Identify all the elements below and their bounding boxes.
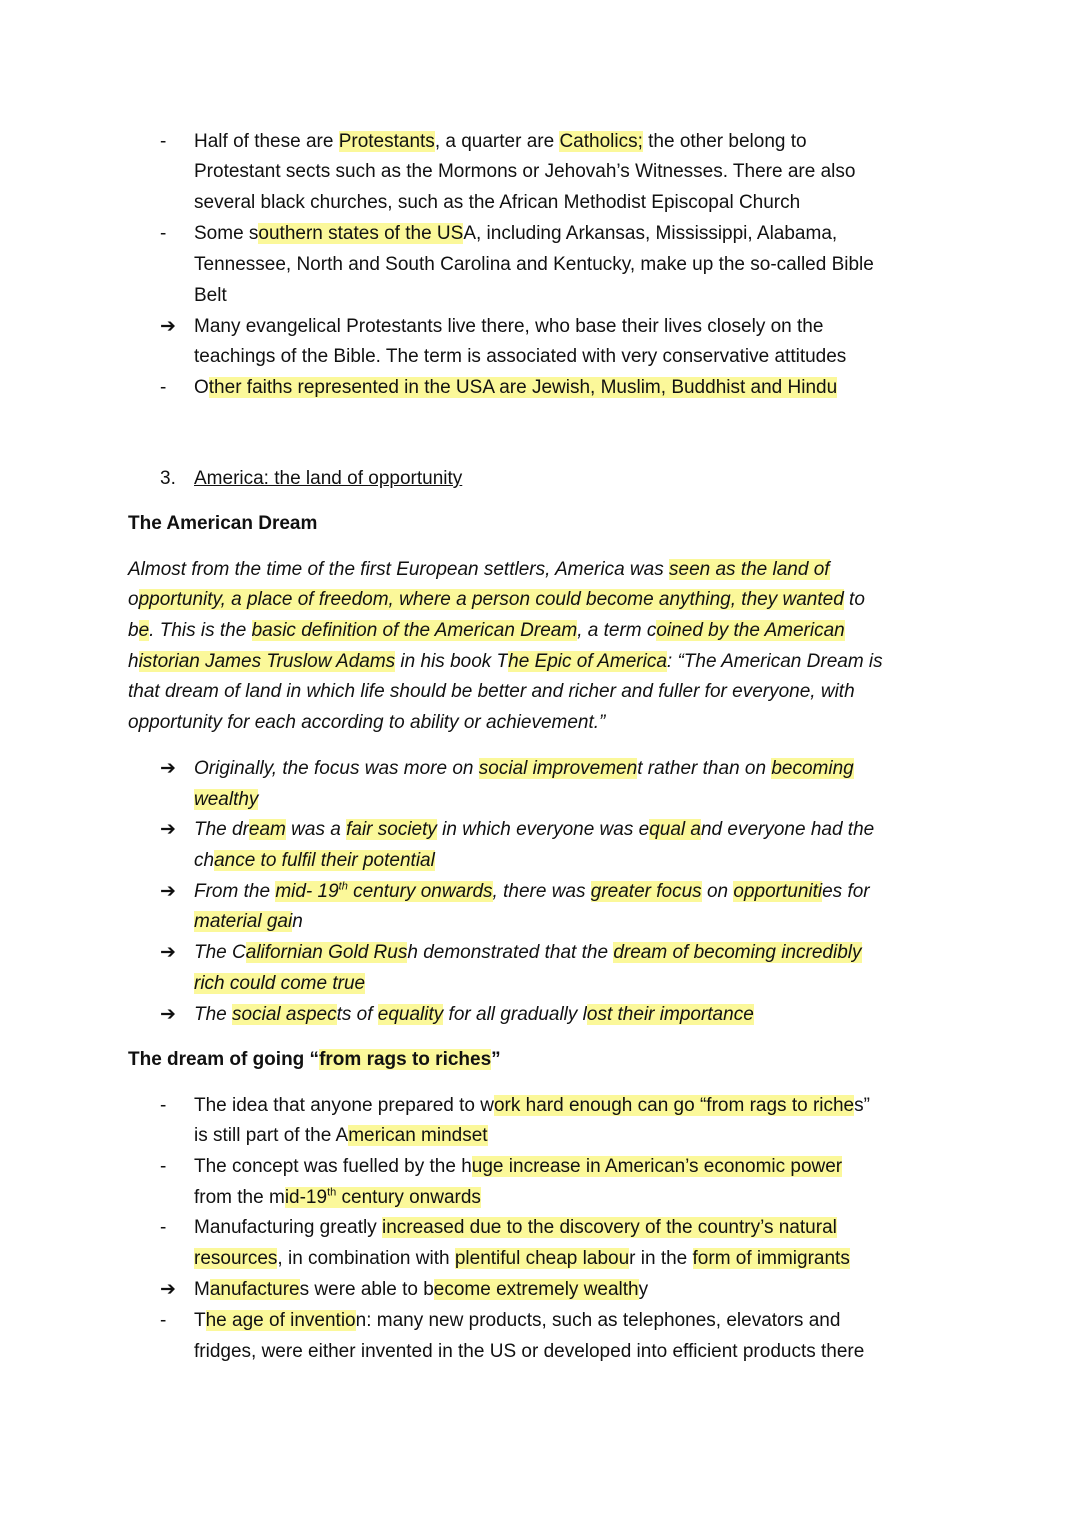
line-text xyxy=(194,1278,648,1302)
segment-text: to xyxy=(843,589,865,610)
text-segment xyxy=(194,1310,206,1331)
segment-text: fridges, were either invented in the US or developed into efficient products there xyxy=(194,1341,865,1362)
text-segment xyxy=(194,1279,210,1300)
line-text xyxy=(194,467,462,491)
segment-text: basic definition of the American Dream xyxy=(251,620,578,641)
line-text xyxy=(194,1309,840,1333)
text-segment xyxy=(194,942,246,963)
text-segment xyxy=(356,1310,841,1331)
text-segment xyxy=(844,589,865,610)
highlighted-text xyxy=(285,1187,336,1208)
segment-text: Protestant sects such as the Mormons or Jehovah’s Witnesses. There are also xyxy=(194,161,856,182)
line-text xyxy=(194,757,854,781)
highlighted-text xyxy=(346,819,437,840)
segment-text: century onwards xyxy=(347,881,493,902)
segment-text: From the xyxy=(194,881,276,902)
text-segment xyxy=(637,758,771,779)
segment-text: wealthy xyxy=(194,789,259,810)
arrow-bullet-icon: ➔ xyxy=(160,1279,176,1300)
segment-text: s” xyxy=(854,1095,870,1116)
segment-text: rich could come true xyxy=(194,973,366,994)
segment-text: increased due to the discovery of the country’s natural xyxy=(382,1217,837,1238)
line-text xyxy=(194,1216,837,1240)
segment-text: for all gradually l xyxy=(443,1004,587,1025)
segment-text: The dream of going “ xyxy=(128,1049,320,1070)
segment-text: several black churches, such as the African Methodist Episcopal Church xyxy=(194,192,801,213)
segment-text: he age of inventio xyxy=(205,1310,356,1331)
line-text xyxy=(128,558,830,582)
highlighted-text xyxy=(339,131,435,152)
segment-text: nd everyone had the xyxy=(700,819,875,840)
line-text xyxy=(194,222,837,246)
segment-text: e xyxy=(138,620,150,641)
segment-text: The concept was fuelled by the h xyxy=(194,1156,472,1177)
highlighted-text xyxy=(669,559,830,580)
segment-text: resources xyxy=(194,1248,278,1269)
text-segment xyxy=(194,1217,382,1238)
superscript: th xyxy=(338,880,348,893)
segment-text: Manufacturing greatly xyxy=(194,1217,382,1238)
segment-text: greater focus xyxy=(590,881,702,902)
segment-text: Some s xyxy=(194,223,259,244)
segment-text: ost their importance xyxy=(586,1004,754,1025)
highlighted-text xyxy=(275,881,348,902)
highlighted-text xyxy=(693,1248,850,1269)
segment-text: eam xyxy=(248,819,286,840)
dash-bullet: - xyxy=(160,1310,167,1331)
highlighted-text xyxy=(378,1004,444,1025)
segment-text: ther faiths represented in the USA are Jewish, Muslim, Buddhist and Hindu xyxy=(208,377,838,398)
arrow-bullet-icon: ➔ xyxy=(160,942,176,963)
dash-bullet: - xyxy=(160,223,167,244)
highlighted-text xyxy=(656,620,844,641)
highlighted-text xyxy=(214,850,435,871)
segment-text: Almost from the time of the first European settlers, America was xyxy=(128,559,669,580)
segment-text: r in the xyxy=(629,1248,693,1269)
segment-text: Half of these are xyxy=(194,131,339,152)
segment-text: from rags to riches xyxy=(319,1049,492,1070)
segment-text: The American Dream xyxy=(128,513,318,534)
segment-text: Catholics; xyxy=(559,131,643,152)
list-number: 3. xyxy=(160,468,176,489)
segment-text: ecome extremely wealth xyxy=(433,1279,639,1300)
text-segment xyxy=(128,1049,319,1070)
highlighted-text xyxy=(246,942,408,963)
text-segment xyxy=(395,651,508,672)
segment-text: in his book T xyxy=(395,651,509,672)
line-text xyxy=(194,910,303,934)
segment-text: pportunity, a place of freedom, where a person could become anything, they wanted xyxy=(138,589,844,610)
segment-text: s were able to b xyxy=(299,1279,434,1300)
segment-text: opportunity for each according to ability or achievement.” xyxy=(128,712,606,733)
line-text xyxy=(128,619,845,643)
line-text xyxy=(194,849,435,873)
segment-text: The xyxy=(194,1004,233,1025)
segment-text: istorian James Truslow Adams xyxy=(138,651,396,672)
text-segment xyxy=(277,1248,454,1269)
highlighted-text xyxy=(194,789,258,810)
highlighted-text xyxy=(206,1310,356,1331)
text-segment xyxy=(194,254,874,275)
text-segment xyxy=(437,819,649,840)
segment-text: dream of becoming incredibly xyxy=(613,942,862,963)
segment-text: America: the land of opportunity xyxy=(194,468,463,489)
segment-text: the other belong to xyxy=(642,131,807,152)
text-segment xyxy=(577,620,656,641)
segment-text: social improvemen xyxy=(478,758,638,779)
line-text xyxy=(194,130,807,154)
line-text xyxy=(128,588,865,612)
segment-text: The idea that anyone prepared to w xyxy=(194,1095,494,1116)
segment-text: . This is the xyxy=(149,620,252,641)
arrow-bullet-icon: ➔ xyxy=(160,1004,176,1025)
line-text xyxy=(194,1340,864,1364)
line-text xyxy=(194,160,855,184)
segment-text: Originally, the focus was more on xyxy=(194,758,479,779)
highlighted-text xyxy=(348,1125,487,1146)
text-segment xyxy=(194,161,855,182)
text-segment xyxy=(194,131,339,152)
highlighted-text xyxy=(258,223,463,244)
dash-bullet: - xyxy=(160,1095,167,1116)
dash-bullet: - xyxy=(160,377,167,398)
segment-text: es for xyxy=(822,881,870,902)
highlighted-text xyxy=(232,1004,337,1025)
highlighted-text xyxy=(587,1004,754,1025)
segment-text: merican mindset xyxy=(348,1125,488,1146)
text-segment xyxy=(822,881,870,902)
highlighted-text xyxy=(348,881,493,902)
line-text xyxy=(194,253,874,277)
segment-text: , there was xyxy=(492,881,591,902)
highlighted-text xyxy=(455,1248,629,1269)
segment-text: ork hard enough can go “from rags to riche xyxy=(493,1095,855,1116)
text-segment xyxy=(194,881,275,902)
highlighted-text xyxy=(336,1187,481,1208)
highlighted-text xyxy=(559,131,642,152)
text-segment xyxy=(701,819,874,840)
segment-text: Belt xyxy=(194,285,227,306)
line-text xyxy=(194,191,800,215)
segment-text: b xyxy=(128,620,139,641)
line-text xyxy=(194,315,823,339)
text-segment xyxy=(463,223,837,244)
line-text xyxy=(128,711,605,735)
segment-text: T xyxy=(194,1310,206,1331)
line-text xyxy=(194,941,862,965)
text-segment xyxy=(286,819,346,840)
text-segment xyxy=(128,681,855,702)
segment-text: fair society xyxy=(346,819,437,840)
line-text xyxy=(128,1048,501,1072)
line-text xyxy=(128,650,883,674)
highlighted-text xyxy=(210,1279,300,1300)
arrow-bullet-icon: ➔ xyxy=(160,758,176,779)
text-segment xyxy=(435,131,560,152)
text-segment xyxy=(443,1004,587,1025)
highlighted-text xyxy=(209,377,837,398)
text-segment xyxy=(149,620,251,641)
segment-text: social aspec xyxy=(232,1004,337,1025)
line-text xyxy=(194,880,870,904)
segment-text: The dr xyxy=(194,819,249,840)
text-segment xyxy=(667,651,883,672)
text-segment xyxy=(702,881,734,902)
line-text xyxy=(128,680,855,704)
segment-text: ts of xyxy=(336,1004,378,1025)
text-segment xyxy=(194,1095,494,1116)
segment-text: anufacture xyxy=(209,1279,300,1300)
line-text xyxy=(194,1186,481,1210)
line-text xyxy=(194,1155,842,1179)
highlighted-text xyxy=(194,973,365,994)
dash-bullet: - xyxy=(160,1156,167,1177)
highlighted-text xyxy=(139,651,396,672)
text-segment xyxy=(194,468,462,489)
segment-text: that dream of land in which life should be better and richer and fuller for everyone, with xyxy=(128,681,855,702)
segment-text: y xyxy=(638,1279,649,1300)
segment-text: seen as the land of xyxy=(669,559,830,580)
highlighted-text xyxy=(194,1248,277,1269)
segment-text: ance to fulfil their potential xyxy=(214,850,435,871)
segment-text: uge increase in American’s economic power xyxy=(471,1156,843,1177)
segment-text: from the m xyxy=(194,1187,285,1208)
segment-text: in which everyone was e xyxy=(436,819,650,840)
segment-text: form of immigrants xyxy=(692,1248,850,1269)
highlighted-text xyxy=(139,620,150,641)
text-segment xyxy=(491,1049,501,1070)
text-segment xyxy=(194,850,214,871)
segment-text: on xyxy=(701,881,734,902)
text-segment xyxy=(194,285,227,306)
highlighted-text xyxy=(733,881,822,902)
highlighted-text xyxy=(139,589,844,610)
line-text xyxy=(194,284,227,308)
text-segment xyxy=(194,819,249,840)
arrow-bullet-icon: ➔ xyxy=(160,881,176,902)
text-segment xyxy=(194,223,258,244)
highlighted-text xyxy=(479,758,637,779)
highlighted-text xyxy=(508,651,667,672)
highlighted-text xyxy=(649,819,701,840)
text-segment xyxy=(194,1187,285,1208)
text-segment xyxy=(643,131,807,152)
line-text xyxy=(194,1124,488,1148)
segment-text: oined by the American xyxy=(656,620,845,641)
segment-text: , in combination with xyxy=(277,1248,455,1269)
line-text xyxy=(194,1003,754,1027)
segment-text: The C xyxy=(194,942,246,963)
line-text xyxy=(194,1094,870,1118)
segment-text: h demonstrated that the xyxy=(407,942,614,963)
text-segment xyxy=(292,911,303,932)
text-segment xyxy=(854,1095,870,1116)
segment-text: qual a xyxy=(649,819,701,840)
text-segment xyxy=(493,881,591,902)
text-segment xyxy=(128,559,669,580)
segment-text: is still part of the A xyxy=(194,1125,349,1146)
segment-text: outhern states of the US xyxy=(258,223,464,244)
superscript: th xyxy=(327,1186,337,1199)
highlighted-text xyxy=(494,1095,854,1116)
segment-text: h xyxy=(128,651,139,672)
line-text xyxy=(128,512,317,536)
segment-text: Many evangelical Protestants live there, who base their lives closely on the xyxy=(194,316,824,337)
text-segment xyxy=(128,712,605,733)
highlighted-text xyxy=(319,1049,491,1070)
segment-text: O xyxy=(194,377,209,398)
segment-text: Tennessee, North and South Carolina and Kentucky, make up the so-called Bible xyxy=(194,254,874,275)
text-segment xyxy=(629,1248,692,1269)
arrow-bullet-icon: ➔ xyxy=(160,316,176,337)
segment-text: t rather than on xyxy=(637,758,772,779)
segment-text: century onwards xyxy=(336,1187,481,1208)
segment-text: he Epic of America xyxy=(508,651,667,672)
segment-text: A, including Arkansas, Mississippi, Alabama, xyxy=(463,223,838,244)
text-segment xyxy=(194,316,823,337)
line-text xyxy=(194,376,837,400)
highlighted-text xyxy=(194,911,292,932)
segment-text: becoming xyxy=(771,758,854,779)
text-segment xyxy=(194,1341,864,1362)
text-segment xyxy=(407,942,613,963)
highlighted-text xyxy=(613,942,861,963)
segment-text: , a quarter are xyxy=(434,131,560,152)
segment-text: o xyxy=(128,589,139,610)
line-text xyxy=(194,788,258,812)
segment-text: M xyxy=(194,1279,210,1300)
text-segment xyxy=(337,1004,378,1025)
segment-text: plentiful cheap labou xyxy=(454,1248,630,1269)
text-segment xyxy=(128,651,139,672)
text-segment xyxy=(194,1004,232,1025)
text-segment xyxy=(128,513,317,534)
segment-text: was a xyxy=(285,819,347,840)
dash-bullet: - xyxy=(160,131,167,152)
segment-text: Protestants xyxy=(338,131,435,152)
segment-text: mid- 19 xyxy=(275,881,339,902)
line-text xyxy=(194,818,874,842)
text-segment xyxy=(194,377,209,398)
segment-text: n: many new products, such as telephones, elevators and xyxy=(355,1310,841,1331)
text-segment xyxy=(639,1279,649,1300)
text-segment xyxy=(194,1156,472,1177)
line-text xyxy=(194,1247,850,1271)
text-segment xyxy=(128,620,139,641)
highlighted-text xyxy=(249,819,286,840)
segment-text: id-19 xyxy=(284,1187,328,1208)
highlighted-text xyxy=(591,881,702,902)
line-text xyxy=(194,972,365,996)
segment-text: material gai xyxy=(194,911,293,932)
highlighted-text xyxy=(252,620,578,641)
segment-text: alifornian Gold Rus xyxy=(245,942,408,963)
segment-text: opportuniti xyxy=(733,881,823,902)
text-segment xyxy=(194,192,800,213)
segment-text: ” xyxy=(491,1049,501,1070)
segment-text: teachings of the Bible. The term is associated with very conservative attitudes xyxy=(194,346,847,367)
text-segment xyxy=(128,589,139,610)
text-segment xyxy=(194,346,846,367)
arrow-bullet-icon: ➔ xyxy=(160,819,176,840)
text-segment xyxy=(194,758,479,779)
line-text xyxy=(194,345,846,369)
segment-text: : “The American Dream is xyxy=(666,651,883,672)
segment-text: ch xyxy=(194,850,215,871)
highlighted-text xyxy=(434,1279,639,1300)
dash-bullet: - xyxy=(160,1217,167,1238)
highlighted-text xyxy=(472,1156,842,1177)
segment-text: n xyxy=(292,911,303,932)
text-segment xyxy=(194,1125,348,1146)
text-segment xyxy=(300,1279,434,1300)
segment-text: , a term c xyxy=(577,620,657,641)
highlighted-text xyxy=(382,1217,837,1238)
segment-text: equality xyxy=(377,1004,444,1025)
highlighted-text xyxy=(771,758,853,779)
